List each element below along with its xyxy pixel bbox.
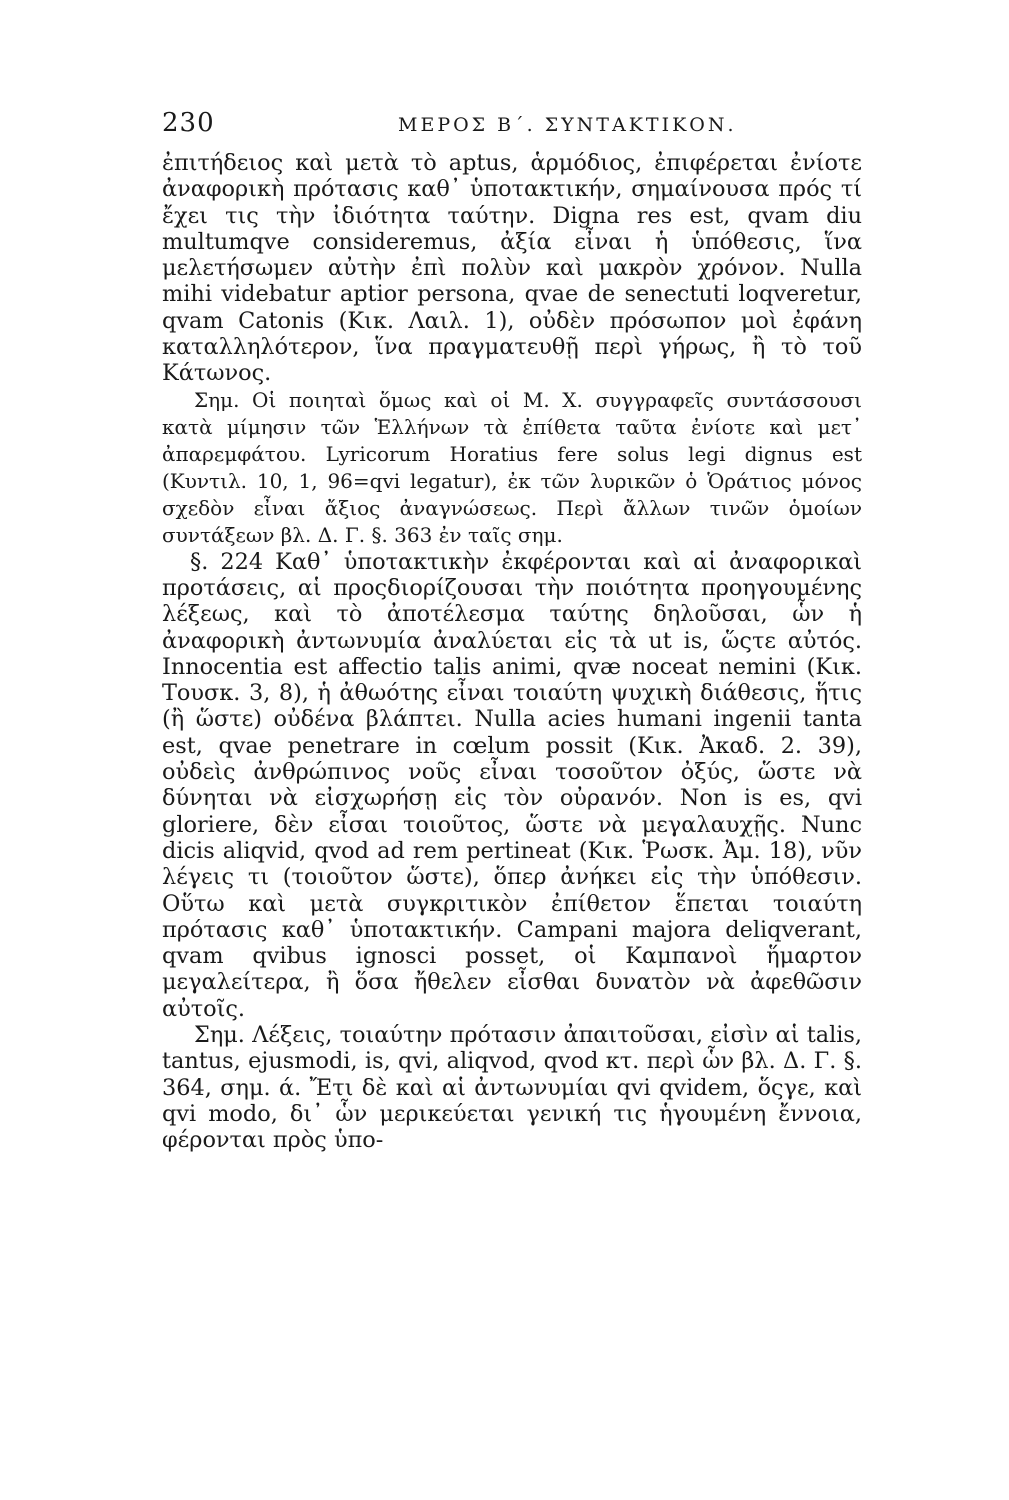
body-text	[162, 150, 862, 1154]
note-words: Σημ. Λέξεις, τοιαύτην πρότασιν ἀπαιτοῦσαι, εἰσὶν αἱ talis, tantus, ejusmodi, is, qvi, aliqvod, qvod κτ. περὶ ὧν βλ. Δ. Γ. §. 364, σημ. ά. Ἔτι δὲ καὶ αἱ ἀντωνυμίαι qvi qvidem, ὅςγε, καὶ qvi modo, δι᾽ ὧν μερικεύεται γενική τις ἡγουμένη ἔννοια, φέρονται πρὸς ὑπο-	[162, 1022, 862, 1154]
page-header	[162, 108, 842, 144]
paragraph-aptus: ἐπιτήδειος καὶ μετὰ τὸ aptus, ἁρμόδιος, ἐπιφέρεται ἐνίοτε ἀναφορικὴ πρότασις καθ᾽ ὑποτακτικήν, σημαίνουσα πρός τί ἔχει τις τὴν ἰδιότητα ταύτην. Digna res est, qvam diu multumqve consideremus, ἀξία εἶναι ἡ ὑπόθεσις, ἵνα μελετήσωμεν αὐτὴν ἐπὶ πολὺν καὶ μακρὸν χρόνον. Nulla mihi videbatur aptior persona, qvae de senectuti loqveretur, qvam Catonis (Κικ. Λαιλ. 1), οὐδὲν πρόσωπον μοὶ ἐφάνη καταλληλότερον, ἵνα πραγματευθῇ περὶ γήρως, ἢ τὸ τοῦ Κάτωνος.	[162, 150, 862, 387]
note-poets: Σημ. Οἱ ποιηταὶ ὅμως καὶ οἱ Μ. Χ. συγγραφεῖς συντάσσουσι κατὰ μίμησιν τῶν Ἑλλήνων τὰ ἐπίθετα ταῦτα ἐνίοτε καὶ μετ᾽ ἀπαρεμφάτου. Lyricorum Horatius fere solus legi dignus est (Κυντιλ. 10, 1, 96=qvi legatur), ἐκ τῶν λυρικῶν ὁ Ὁράτιος μόνος σχεδὸν εἶναι ἄξιος ἀναγνώσεως. Περὶ ἄλλων τινῶν ὁμοίων συντάξεων βλ. Δ. Γ. §. 363 ἐν ταῖς σημ.	[162, 387, 862, 547]
section-224: §. 224 Καθ᾽ ὑποτακτικὴν ἐκφέρονται καὶ αἱ ἀναφορικαὶ προτάσεις, αἱ προςδιορίζουσαι τὴν ποιότητα προηγουμένης λέξεως, καὶ τὸ ἀποτέλεσμα ταύτης δηλοῦσαι, ὧν ἡ ἀναφορικὴ ἀντωνυμία ἀναλύεται εἰς τὰ ut is, ὥςτε αὐτός. Innocentia est affectio talis animi, qvæ noceat nemini (Κικ. Τουσκ. 3, 8), ἡ ἀθωότης εἶναι τοιαύτη ψυχικὴ διάθεσις, ἥτις (ἢ ὥστε) οὐδένα βλάπτει. Nulla acies humani ingenii tanta est, qvae penetrare in cœlum possit (Κικ. Ἀκαδ. 2. 39), οὐδεὶς ἀνθρώπινος νοῦς εἶναι τοσοῦτον ὀξύς, ὥστε νὰ δύνηται νὰ εἰσχωρήσῃ εἰς τὸν οὐρανόν. Non is es, qvi gloriere, δὲν εἶσαι τοιοῦτος, ὥστε νὰ μεγαλαυχῇς. Nunc dicis aliqvid, qvod ad rem pertineat (Κικ. Ῥωσκ. Ἀμ. 18), νῦν λέγεις τι (τοιοῦτον ὥστε), ὅπερ ἀνήκει εἰς τὴν ὑπόθεσιν. Οὕτω καὶ μετὰ συγκριτικὸν ἐπίθετον ἕπεται τοιαύτη πρότασις καθ᾽ ὑποτακτικήν. Campani majora deliqverant, qvam qvibus ignosci posset, οἱ Καμπανοὶ ἥμαρτον μεγαλείτερα, ἢ ὅσα ἤθελεν εἶσθαι δυνατὸν νὰ ἀφεθῶσιν αὐτοῖς.	[162, 548, 862, 1022]
running-head: ΜΕΡΟΣ Β΄. ΣΥΝΤΑΚΤΙΚΟΝ.	[398, 114, 737, 136]
page-number: 230	[162, 108, 215, 138]
